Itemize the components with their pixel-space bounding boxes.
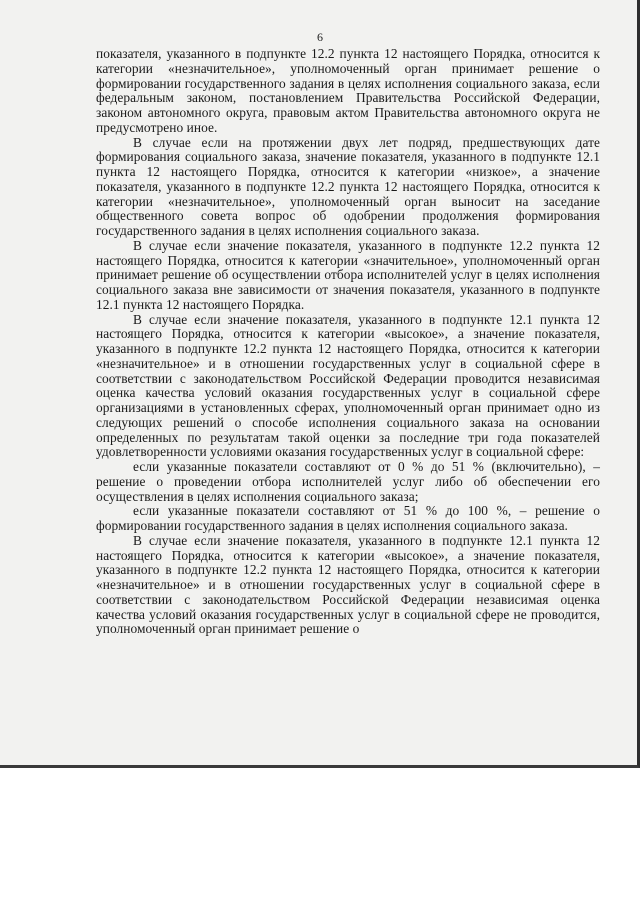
paragraph-high-category-no-assessment: В случае если значение показателя, указанного в подпункте 12.1 пункта 12 настоящего Порядка, относится к категории «высокое», а значение показателя, указанного в подпункте 12.2 пункта 12 настоящего Порядка, относится к категории «незначительное» и в отношении государственных услуг в социальной сфере в соответствии с законодательством Российской Федерации независимая оценка качества условий оказания государственных услуг в социальной сфере не проводится, уполномоченный орган принимает решение о	[96, 532, 600, 637]
document-body	[96, 47, 600, 637]
paragraph-continuation: показателя, указанного в подпункте 12.2 пункта 12 настоящего Порядка, относится к категории «незначительное», уполномоченный орган принимает решение о формировании государственного задания в целях исполнения социального заказа, если федеральным законом, постановлением Правительства Российской Федерации, законом автономного округа, правовым актом Правительства автономного округа не предусмотрено иное.	[96, 46, 600, 135]
paragraph-range-51-100: если указанные показатели составляют от 51 % до 100 %, – решение о формировании государственного задания в целях исполнения социального заказа.	[96, 503, 600, 533]
paragraph-high-category-assessment: В случае если значение показателя, указанного в подпункте 12.1 пункта 12 настоящего Порядка, относится к категории «высокое», а значение показателя, указанного в подпункте 12.2 пункта 12 настоящего Порядка, относится к категории «незначительное» и в отношении государственных услуг в социальной сфере в соответствии с законодательством Российской Федерации проводится независимая оценка качества условий оказания государственных услуг в социальной сфере организациями в установленных сферах, уполномоченный орган принимает одно из следующих решений о способе исполнения социального заказа на основании определенных по результатам такой оценки за последние три года показателей удовлетворенности условиями оказания государственных услуг в социальной сфере:	[96, 311, 600, 460]
paragraph-significant-category: В случае если значение показателя, указанного в подпункте 12.2 пункта 12 настоящего Порядка, относится к категории «значительное», уполномоченный орган принимает решение об осуществлении отбора исполнителей услуг в целях исполнения социального заказа вне зависимости от значения показателя, указанного в подпункте 12.1 пункта 12 настоящего Порядка.	[96, 237, 600, 312]
paragraph-range-0-51: если указанные показатели составляют от 0 % до 51 % (включительно), – решение о проведении отбора исполнителей услуг либо об обеспечении его осуществления в целях исполнения социального заказа;	[96, 459, 600, 504]
paragraph-two-years-rule: В случае если на протяжении двух лет подряд, предшествующих дате формирования социального заказа, значение показателя, указанного в подпункте 12.1 пункта 12 настоящего Порядка, относится к категории «низкое», а значение показателя, указанного в подпункте 12.2 пункта 12 настоящего Порядка, относится к категории «незначительное», уполномоченный орган выносит на заседание общественного совета вопрос об одобрении продолжения формирования государственного задания в целях исполнения социального заказа.	[96, 134, 600, 238]
page-number: 6	[317, 30, 323, 44]
blank-margin	[0, 768, 640, 905]
